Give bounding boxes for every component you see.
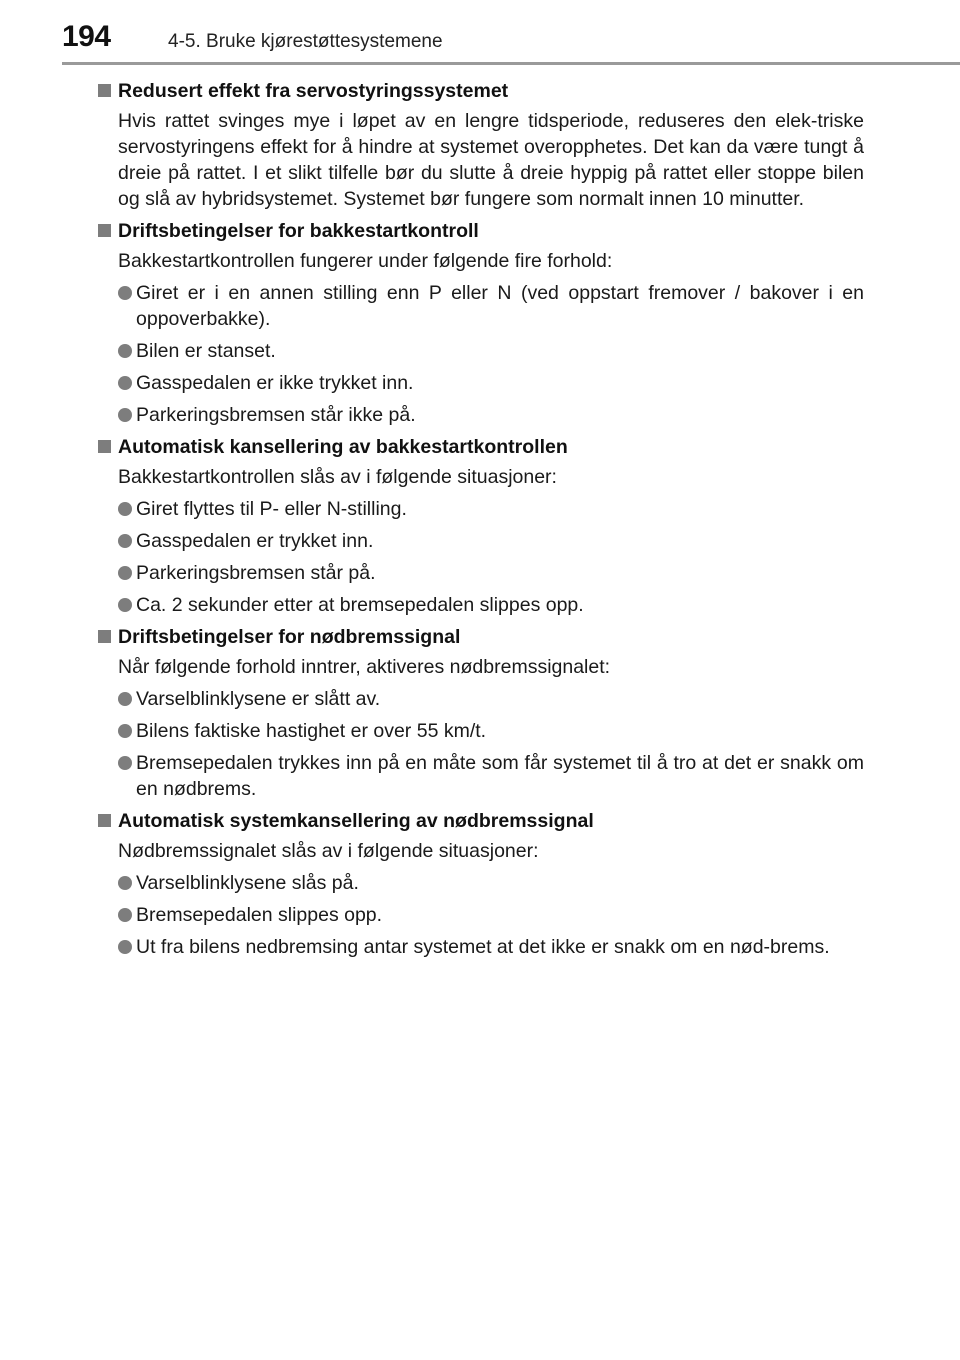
- section-hill-start-conditions: [96, 218, 864, 428]
- section-hill-start-cancel: [96, 434, 864, 618]
- circle-bullet-icon: [118, 408, 132, 422]
- circle-bullet-icon: [118, 756, 132, 770]
- circle-bullet-icon: [118, 876, 132, 890]
- list-item-text: Bilen er stanset.: [136, 340, 276, 362]
- circle-bullet-icon: [118, 502, 132, 516]
- circle-bullet-icon: [118, 598, 132, 612]
- page-header: [0, 0, 960, 66]
- section-heading-text: Automatisk systemkansellering av nødbremssignal: [118, 810, 594, 832]
- section-emergency-brake-conditions: [96, 624, 864, 802]
- list-item-text: Parkeringsbremsen står på.: [136, 562, 376, 584]
- list-item: [96, 280, 864, 332]
- list-item: [96, 496, 864, 522]
- list-item-text: Gasspedalen er trykket inn.: [136, 530, 374, 552]
- list-item: [96, 870, 864, 896]
- list-item-text: Giret flyttes til P- eller N-stilling.: [136, 498, 407, 520]
- section-heading-text: Driftsbetingelser for bakkestartkontroll: [118, 220, 479, 242]
- section-heading-text: Driftsbetingelser for nødbremssignal: [118, 626, 461, 648]
- list-item: [96, 592, 864, 618]
- square-bullet-icon: [98, 440, 111, 453]
- section-paragraph: Hvis rattet svinges mye i løpet av en lengre tidsperiode, reduseres den elek-triske servostyringens effekt for å hindre at systemet overopphetes. Det kan da være tungt å dreie på rattet. I et slikt tilfelle bør du slutte å dreie hyppig på rattet eller stoppe bilen og slå av hybridsystemet. Systemet bør fungere som normalt innen 10 minutter.: [118, 110, 864, 210]
- section-heading: [96, 78, 864, 104]
- list-item-text: Giret er i en annen stilling enn P eller N (ved oppstart fremover / bakover i en oppoverbakke).: [136, 282, 864, 330]
- circle-bullet-icon: [118, 692, 132, 706]
- square-bullet-icon: [98, 630, 111, 643]
- circle-bullet-icon: [118, 908, 132, 922]
- chapter-title: 4-5. Bruke kjørestøttesystemene: [168, 31, 443, 52]
- section-paragraph: Bakkestartkontrollen slås av i følgende situasjoner:: [118, 466, 557, 488]
- list-item-text: Varselblinklysene slås på.: [136, 872, 359, 894]
- list-item: [96, 718, 864, 744]
- section-paragraph: Bakkestartkontrollen fungerer under følgende fire forhold:: [118, 250, 613, 272]
- list-item: [96, 370, 864, 396]
- list-item-text: Bremsepedalen trykkes inn på en måte som får systemet til å tro at det er snakk om en nødbrems.: [136, 752, 864, 800]
- list-item: [96, 528, 864, 554]
- list-item: [96, 686, 864, 712]
- circle-bullet-icon: [118, 566, 132, 580]
- section-servo-steering: [96, 78, 864, 212]
- circle-bullet-icon: [118, 344, 132, 358]
- circle-bullet-icon: [118, 724, 132, 738]
- square-bullet-icon: [98, 84, 111, 97]
- section-heading: [96, 434, 864, 460]
- list-item: [96, 934, 864, 960]
- circle-bullet-icon: [118, 940, 132, 954]
- circle-bullet-icon: [118, 534, 132, 548]
- square-bullet-icon: [98, 224, 111, 237]
- section-heading-text: Redusert effekt fra servostyringssystemet: [118, 80, 509, 102]
- section-heading: [96, 218, 864, 244]
- list-item: [96, 338, 864, 364]
- section-heading: [96, 808, 864, 834]
- list-item: [96, 560, 864, 586]
- list-item-text: Ut fra bilens nedbremsing antar systemet at det ikke er snakk om en nød-brems.: [136, 936, 830, 958]
- header-divider: [62, 62, 960, 65]
- section-heading: [96, 624, 864, 650]
- list-item-text: Parkeringsbremsen står ikke på.: [136, 404, 416, 426]
- list-item-text: Ca. 2 sekunder etter at bremsepedalen slippes opp.: [136, 594, 584, 616]
- list-item-text: Varselblinklysene er slått av.: [136, 688, 381, 710]
- circle-bullet-icon: [118, 286, 132, 300]
- square-bullet-icon: [98, 814, 111, 827]
- section-paragraph: Nødbremssignalet slås av i følgende situasjoner:: [118, 840, 539, 862]
- list-item: [96, 402, 864, 428]
- list-item-text: Bilens faktiske hastighet er over 55 km/t.: [136, 720, 487, 742]
- page-content: [96, 78, 864, 966]
- list-item: [96, 750, 864, 802]
- list-item: [96, 902, 864, 928]
- section-emergency-brake-cancel: [96, 808, 864, 960]
- list-item-text: Bremsepedalen slippes opp.: [136, 904, 383, 926]
- page-number: 194: [62, 20, 111, 53]
- section-paragraph: Når følgende forhold inntrer, aktiveres nødbremssignalet:: [118, 656, 611, 678]
- list-item-text: Gasspedalen er ikke trykket inn.: [136, 372, 414, 394]
- section-heading-text: Automatisk kansellering av bakkestartkontrollen: [118, 436, 568, 458]
- circle-bullet-icon: [118, 376, 132, 390]
